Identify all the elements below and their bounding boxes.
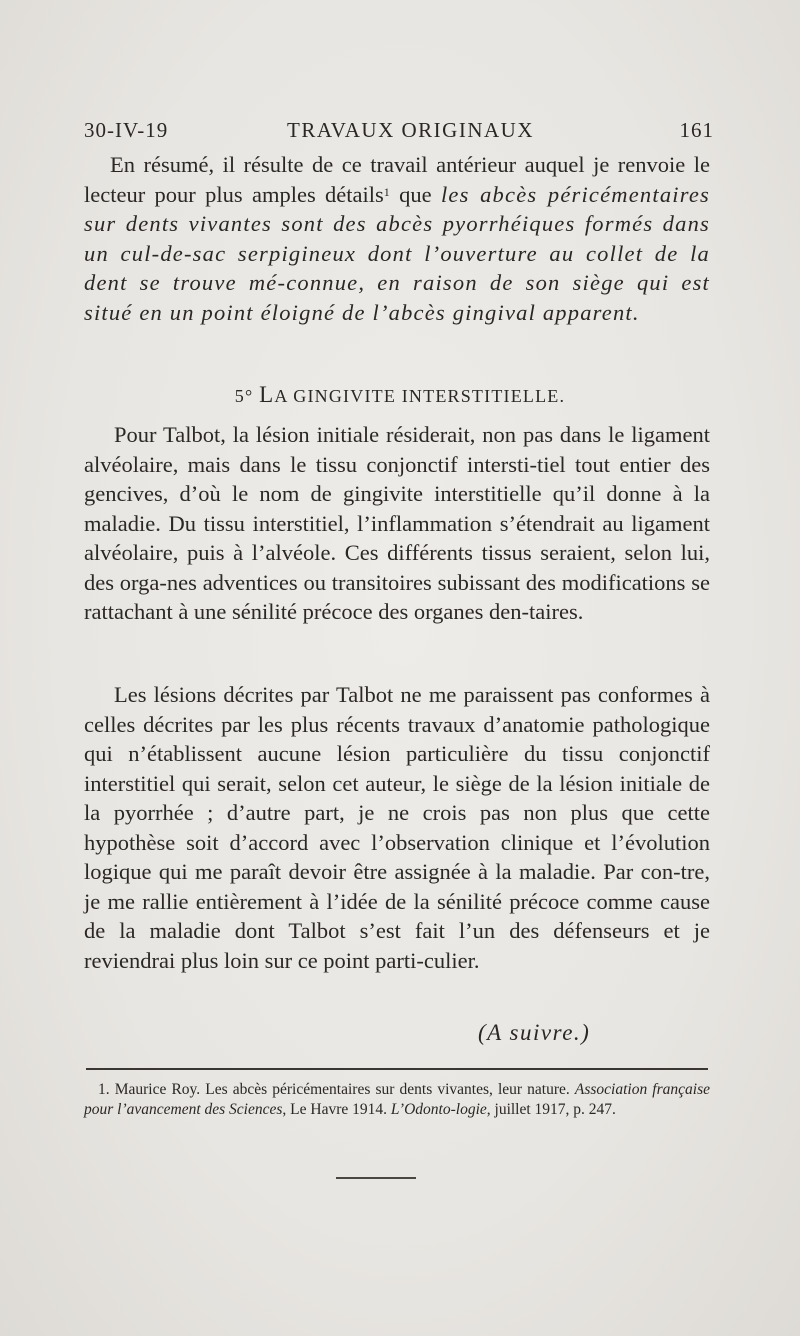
header-section-title: TRAVAUX ORIGINAUX (287, 118, 534, 142)
footnote (84, 1080, 710, 1120)
footnote-italic-journal: L’Odonto-logie (390, 1101, 487, 1118)
section-heading (0, 382, 800, 408)
paragraph-summary-italic: les abcès péricémentaires sur dents vivantes sont des abcès pyorrhéiques formés dans un cul-de-sac serpigineux dont l’ouverture au collet de la dent se trouve mé-connue, en raison de son siège qui est situé en un point éloigné de l’abcès gingival apparent. (84, 181, 710, 325)
paragraph-summary (84, 150, 710, 327)
footnote-divider (86, 1068, 708, 1070)
section-heading-text: A GINGIVITE INTERSTITIELLE. (274, 386, 566, 406)
paragraph-talbot: Pour Talbot, la lésion initiale résiderait, non pas dans le ligament alvéolaire, mais dans le tissu conjonctif intersti-tiel tout entier des gencives, d’où le nom de gingivite interstitielle qu’il donne à la maladie. Du tissu interstitiel, l’inflammation s’étendrait au ligament alvéolaire, puis à l’alvéole. Ces différents tissus seraient, selon lui, des orga-nes adventices ou transitoires subissant des modifications se rattachant à une sénilité précoce des organes den-taires. (84, 422, 710, 624)
end-divider (336, 1177, 416, 1179)
paragraph-lesions: Les lésions décrites par Talbot ne me paraissent pas conformes à celles décrites par les plus récents travaux d’anatomie pathologique qui n’établissent aucune lésion particulière du tissu conjonctif interstitiel qui serait, selon cet auteur, le siège de la lésion initiale de la pyorrhée ; d’autre part, je ne crois pas non plus que cette hypothèse soit d’accord avec l’observation clinique et l’évolution logique qui me paraît devoir être assignée à la maladie. Par con-tre, je me rallie entièrement à l’idée de la sénilité précoce comme cause de la maladie dont Talbot s’est fait l’un des défenseurs et je reviendrai plus loin sur ce point parti-culier. (84, 682, 710, 973)
paragraph-summary-connector: que (389, 181, 441, 207)
footnote-text-location: , Le Havre 1914. (282, 1101, 391, 1118)
footnote-text-date: , juillet 1917, p. 247. (486, 1101, 616, 1118)
section-number: 5° (234, 386, 254, 406)
page-number: 161 (679, 118, 714, 142)
section-heading-initial: L (259, 382, 275, 407)
header-date: 30-IV-19 (84, 118, 169, 142)
footnote-text: Maurice Roy. Les abcès péricémentaires sur dents vivantes, leur nature. (109, 1081, 575, 1098)
paragraph-summary-text: En résumé, il résulte de ce travail antérieur auquel je renvoie le lecteur pour plus amples détails (84, 152, 710, 207)
footnote-number: 1. (98, 1081, 110, 1098)
to-be-continued: (A suivre.) (478, 1020, 591, 1045)
footnote-reference[interactable]: 1 (383, 184, 390, 199)
footnote-italic-association: Association française pour l’avancement des Sciences (84, 1081, 710, 1118)
running-header (84, 118, 714, 148)
